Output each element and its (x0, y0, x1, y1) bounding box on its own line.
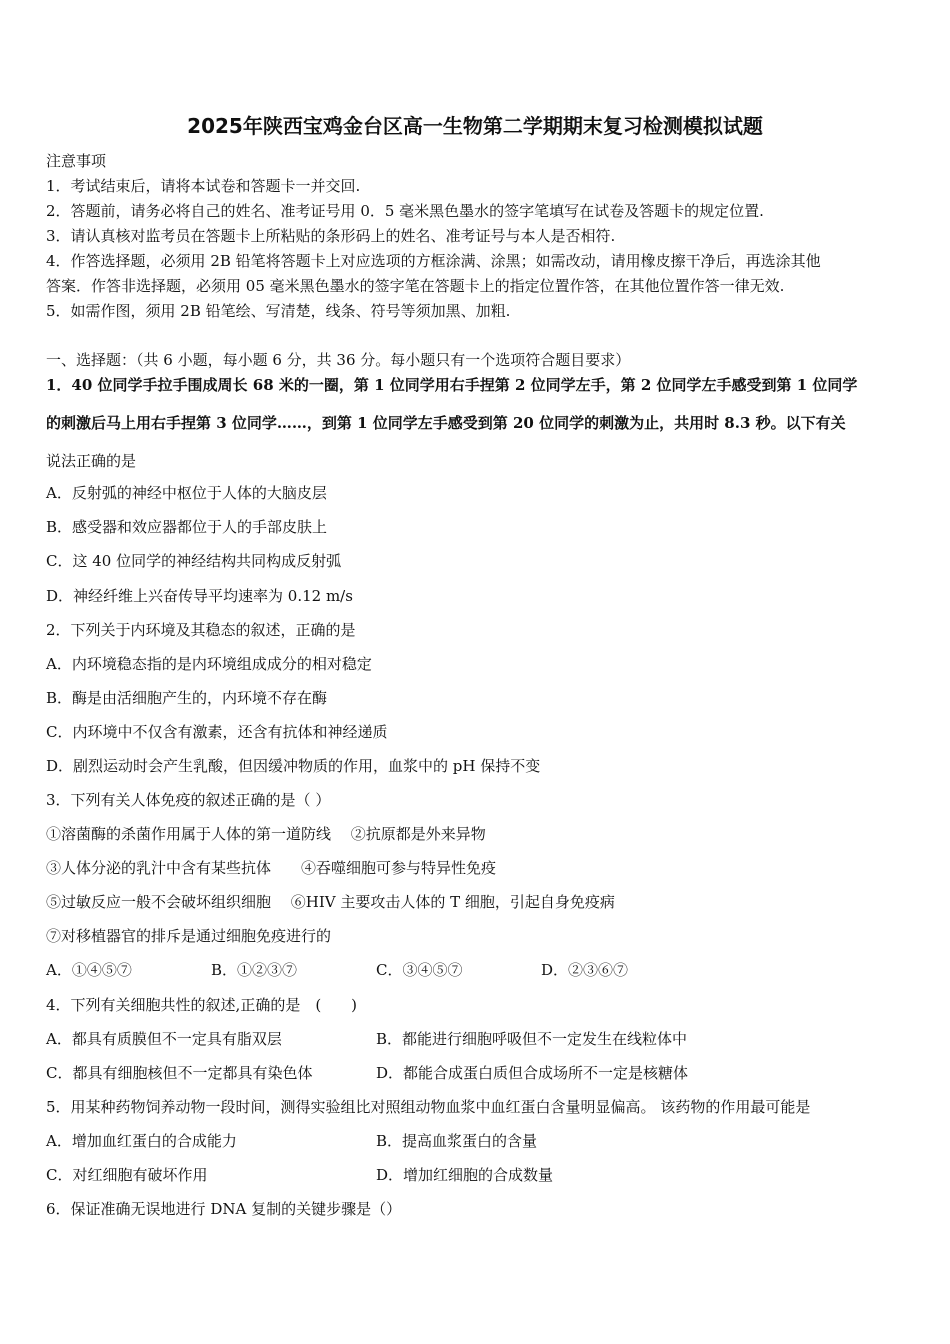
notice-item: 3．请认真核对监考员在答题卡上所粘贴的条形码上的姓名、准考证号与本人是否相符. (46, 227, 616, 245)
question-3-statement: ⑤过敏反应一般不会破坏组织细胞 ⑥HIV 主要攻击人体的 T 细胞，引起自身免疫病 (46, 893, 615, 911)
question-1-stem: 1．40 位同学手拉手围成周长 68 米的一圈，第 1 位同学用右手捏第 2 位同学左手，第 2 位同学左手感受到第 1 位同学 (46, 376, 858, 394)
question-5-option-c: C．对红细胞有破坏作用 (46, 1166, 208, 1184)
question-2-option-b: B．酶是由活细胞产生的，内环境不存在酶 (46, 689, 328, 707)
exam-title: 2025年陕西宝鸡金台区高一生物第二学期期末复习检测模拟试题 (187, 114, 763, 138)
section-heading: 一、选择题：（共 6 小题，每小题 6 分，共 36 分。每小题只有一个选项符合题目要求） (46, 351, 631, 369)
question-1-stem: 的刺激后马上用右手捏第 3 位同学……，到第 1 位同学左手感受到第 20 位同学的刺激为止，共用时 8.3 秒。以下有关 (46, 414, 846, 432)
question-2-option-c: C．内环境中不仅含有激素，还含有抗体和神经递质 (46, 723, 388, 741)
question-3-statement: ①溶菌酶的杀菌作用属于人体的第一道防线 ②抗原都是外来异物 (46, 825, 486, 843)
question-4-option-a: A．都具有质膜但不一定具有脂双层 (46, 1030, 282, 1048)
question-5-option-d: D．增加红细胞的合成数量 (376, 1166, 554, 1184)
question-5-stem: 5．用某种药物饲养动物一段时间，测得实验组比对照组动物血浆中血红蛋白含量明显偏高。 该药物的作用最可能是 (46, 1098, 811, 1116)
question-1-stem: 说法正确的是 (46, 452, 137, 470)
notice-heading: 注意事项 (46, 152, 107, 170)
notice-item: 1．考试结束后，请将本试卷和答题卡一并交回. (46, 177, 361, 195)
question-1-option-c: C．这 40 位同学的神经结构共同构成反射弧 (46, 552, 342, 570)
notice-item: 4．作答选择题，必须用 2B 铅笔将答题卡上对应选项的方框涂满、涂黑；如需改动，请用橡皮擦干净后，再选涂其他 (46, 252, 821, 270)
notice-item: 答案．作答非选择题，必须用 05 毫米黑色墨水的签字笔在答题卡上的指定位置作答，在其他位置作答一律无效. (46, 277, 785, 295)
question-6-stem: 6．保证准确无误地进行 DNA 复制的关键步骤是（） (46, 1200, 402, 1218)
question-3-option-d: D．②③⑥⑦ (541, 961, 629, 979)
question-2-option-a: A．内环境稳态指的是内环境组成成分的相对稳定 (46, 655, 372, 673)
notice-item: 5．如需作图，须用 2B 铅笔绘、写清楚，线条、符号等须加黑、加粗. (46, 302, 511, 320)
question-3-stem: 3．下列有关人体免疫的叙述正确的是（ ） (46, 791, 331, 809)
question-4-option-d: D．都能合成蛋白质但合成场所不一定是核糖体 (376, 1064, 689, 1082)
question-2-option-d: D．剧烈运动时会产生乳酸，但因缓冲物质的作用，血浆中的 pH 保持不变 (46, 757, 541, 775)
question-4-option-b: B．都能进行细胞呼吸但不一定发生在线粒体中 (376, 1030, 688, 1048)
question-5-option-a: A．增加血红蛋白的合成能力 (46, 1132, 237, 1150)
question-1-option-a: A．反射弧的神经中枢位于人体的大脑皮层 (46, 484, 327, 502)
question-4-stem: 4．下列有关细胞共性的叙述,正确的是 ( ) (46, 996, 358, 1014)
question-4-option-c: C．都具有细胞核但不一定都具有染色体 (46, 1064, 313, 1082)
question-3-option-b: B．①②③⑦ (211, 961, 298, 979)
question-3-option-a: A．①④⑤⑦ (46, 961, 132, 979)
question-2-stem: 2．下列关于内环境及其稳态的叙述，正确的是 (46, 621, 356, 639)
question-5-option-b: B．提高血浆蛋白的含量 (376, 1132, 538, 1150)
question-3-statement: ⑦对移植器官的排斥是通过细胞免疫进行的 (46, 927, 332, 945)
notice-item: 2．答题前，请务必将自己的姓名、准考证号用 0．5 毫米黑色墨水的签字笔填写在试卷及答题卡的规定位置. (46, 202, 764, 220)
question-3-statement: ③人体分泌的乳汁中含有某些抗体 ④吞噬细胞可参与特异性免疫 (46, 859, 497, 877)
question-1-option-d: D．神经纤维上兴奋传导平均速率为 0.12 m/s (46, 587, 353, 605)
question-3-option-c: C．③④⑤⑦ (376, 961, 463, 979)
question-1-option-b: B．感受器和效应器都位于人的手部皮肤上 (46, 518, 328, 536)
